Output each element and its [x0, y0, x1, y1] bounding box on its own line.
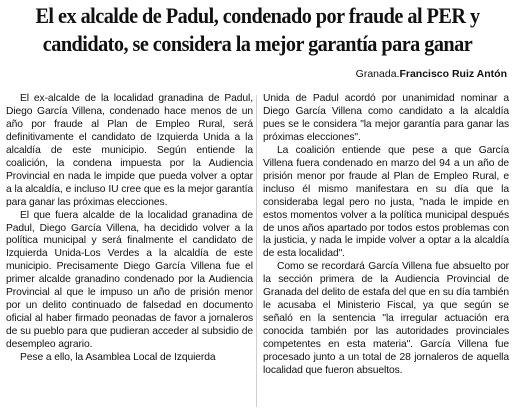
byline-place: Granada.: [355, 68, 400, 80]
right-paragraph-2: La coalición entiende que pese a que García Villena fuera condenado en marzo del 94 a un año de prisión menor por fraude al Plan de Empleo Rural, e incluso él mismo manifestara en su día que la consideraba legal pero no justa, "nada le impide en estos momentos volver a la política municipal después de unos años apartado por todos estos problemas con la justicia, y nada le impide volver a optar a la alcaldía de esta localidad".: [263, 144, 509, 260]
right-paragraph-3: Como se recordará García Villena fue absuelto por la sección primera de la Audiencia Provincial de Granada del delito de estafa del que en su día también le acusaba el Ministerio Fiscal, ya que según se señaló en la sentencia "la irregular actuación era conocida también por las autoridades provinciales competentes en esta materia". García Villena fue procesado junto a un total de 28 jornaleros de aquella localidad que fueron absueltos.: [263, 261, 509, 377]
left-paragraph-2: El que fuera alcalde de la localidad granadina de Padul, Diego García Villena, ha decidido volver a la política municipal y será finalmente el candidato de Izquierda Unida-Los Verdes a la alcaldía de este municipio. Precisamente Diego García Villena fue el primer alcalde granadino condenado por la Audiencia Provincial al que le impuso un año de prisión menor por un delito continuado de falsedad en documento oficial al haber firmado peonadas de favor a jornaleros de su pueblo para que pudieran acceder al subsidio de desempleo agrario.: [6, 209, 253, 351]
article-column-left: [6, 93, 253, 365]
article-column-right: [263, 93, 509, 378]
headline-line-1: El ex alcalde de Padul, condenado por fraude al PER y: [35, 3, 480, 28]
right-paragraph-1: Unida de Padul acordó por unanimidad nominar a Diego García Villena como candidato a la alcaldía pues se le considera "la mejor garantía para ganar las próximas elecciones".: [263, 93, 509, 143]
column-divider: [256, 95, 257, 407]
headline-line-2: candidato, se considera la mejor garantía para ganar: [42, 31, 473, 56]
byline-author: Francisco Ruiz Antón: [399, 68, 507, 80]
byline: [356, 68, 507, 81]
article-headline: [26, 2, 490, 58]
left-paragraph-3: Pese a ello, la Asamblea Local de Izquierda: [20, 352, 216, 364]
left-paragraph-1: El ex-alcalde de la localidad granadina de Padul, Diego García Villena, condenado hace menos de un año por fraude al Plan de Empleo Rural, será definitivamente el candidato de Izquierda Unida a la alcaldía de este municipio. Según entiende la coalición, la condena impuesta por la Audiencia Provincial en nada le impide que pueda volver a optar a la alcaldía, e incluso IU cree que es la mejor garantía para ganar las próximas elecciones.: [6, 93, 253, 208]
